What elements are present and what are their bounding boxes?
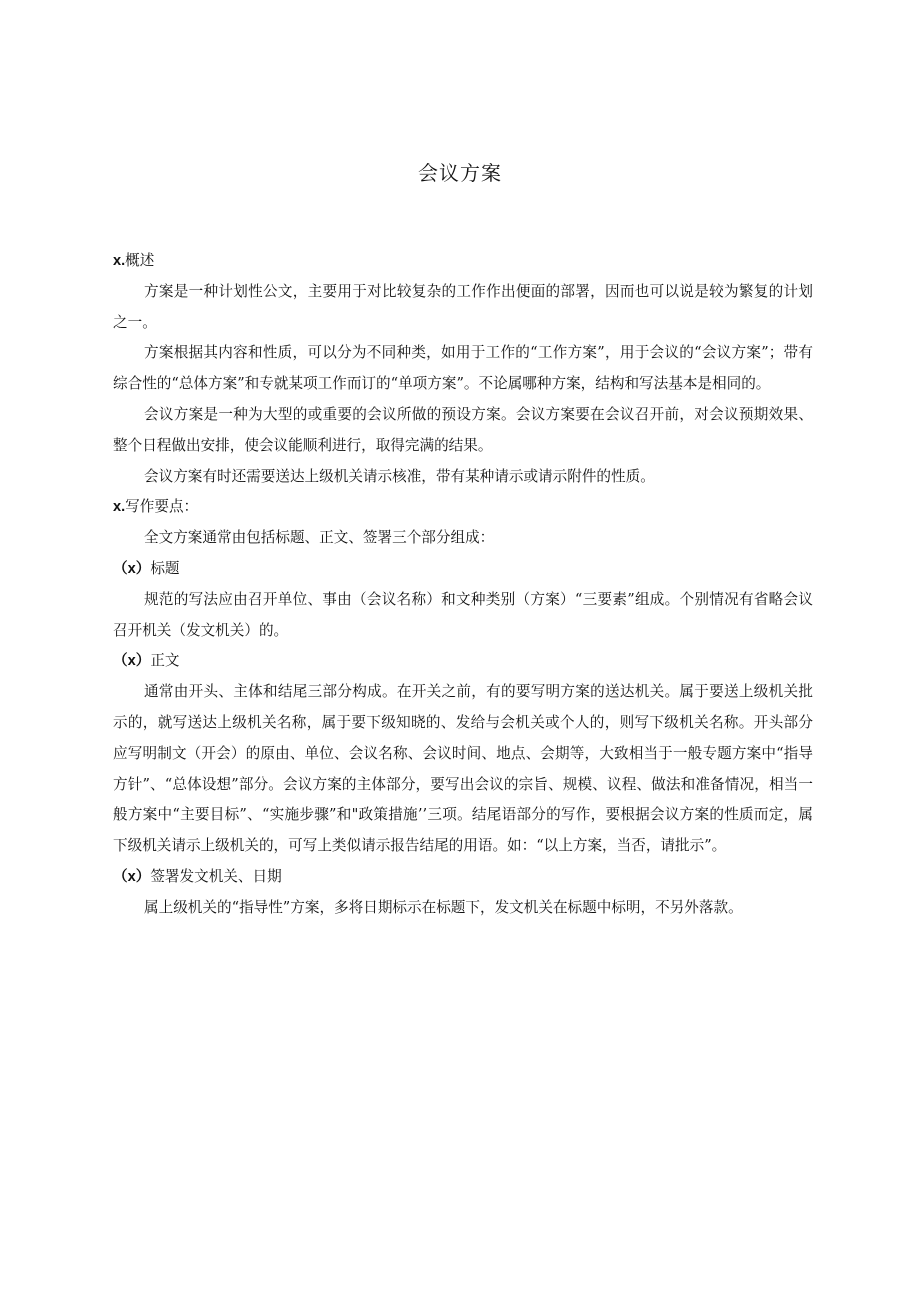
section-number: x. bbox=[113, 499, 126, 516]
subsection-number: （x） bbox=[113, 560, 151, 577]
section-number: x. bbox=[113, 253, 126, 269]
subsection-title: 标题 bbox=[150, 559, 180, 577]
paragraph: 方案根据其内容和性质，可以分为不同种类，如用于工作的“工作方案”，用于会议的“会议方案”；带有综合性的“总体方案”和专就某项工作而订的“单项方案”。不论属哪种方案，结构和写法基本是相同的。 bbox=[113, 344, 813, 393]
subsection-number: （x） bbox=[113, 653, 151, 670]
subsection-number: （x） bbox=[113, 868, 151, 885]
section-heading-overview bbox=[113, 246, 813, 277]
document-body bbox=[113, 246, 813, 924]
subsection-heading-title bbox=[113, 554, 813, 585]
subsection-heading-signature bbox=[113, 862, 813, 893]
paragraph: 属上级机关的“指导性”方案，多将日期标示在标题下，发文机关在标题中标明，不另外落款。 bbox=[144, 898, 743, 916]
paragraph: 全文方案通常由包括标题、正文、签署三个部分组成： bbox=[144, 529, 495, 547]
section-heading-writing-points bbox=[113, 492, 813, 523]
paragraph: 规范的写法应由召开单位、事由（会议名称）和文种类别（方案）“三要素”组成。个别情况有省略会议召开机关（发文机关）的。 bbox=[113, 590, 813, 639]
section-title: 写作要点： bbox=[125, 498, 199, 516]
paragraph: 会议方案是一种为大型的或重要的会议所做的预设方案。会议方案要在会议召开前，对会议预期效果、整个日程做出安排，使会议能顺利进行，取得完满的结果。 bbox=[113, 405, 813, 454]
paragraph: 方案是一种计划性公文，主要用于对比较复杂的工作作出便面的部署，因而也可以说是较为繁复的计划之一。 bbox=[113, 282, 813, 331]
paragraph: 会议方案有时还需要送达上级机关请示核准，带有某种请示或请示附件的性质。 bbox=[144, 467, 655, 485]
paragraph: 通常由开头、主体和结尾三部分构成。在开关之前，有的要写明方案的送达机关。属于要送上级机关批示的，就写送达上级机关名称，属于要下级知晓的、发给与会机关或个人的，则写下级机关名称。开头部分应写明制文（开会）的原由、单位、会议名称、会议时间、地点、会期等，大致相当于一般专题方案中“指导方针”、“总体设想”部分。会议方案的主体部分，要写出会议的宗旨、规模、议程、做法和准备情况，相当一般方案中“主要目标”、“实施步骤”和"政策措施’’三项。结尾语部分的写作，要根据会议方案的性质而定，属下级机关请示上级机关的，可写上类似请示报告结尾的用语。如：“以上方案，当否，请批示”。 bbox=[113, 683, 813, 855]
subsection-title: 签署发文机关、日期 bbox=[150, 867, 282, 885]
subsection-heading-body bbox=[113, 646, 813, 677]
subsection-title: 正文 bbox=[150, 652, 180, 670]
section-title: 概述 bbox=[125, 252, 155, 269]
document-title: 会议方案 bbox=[418, 161, 502, 185]
